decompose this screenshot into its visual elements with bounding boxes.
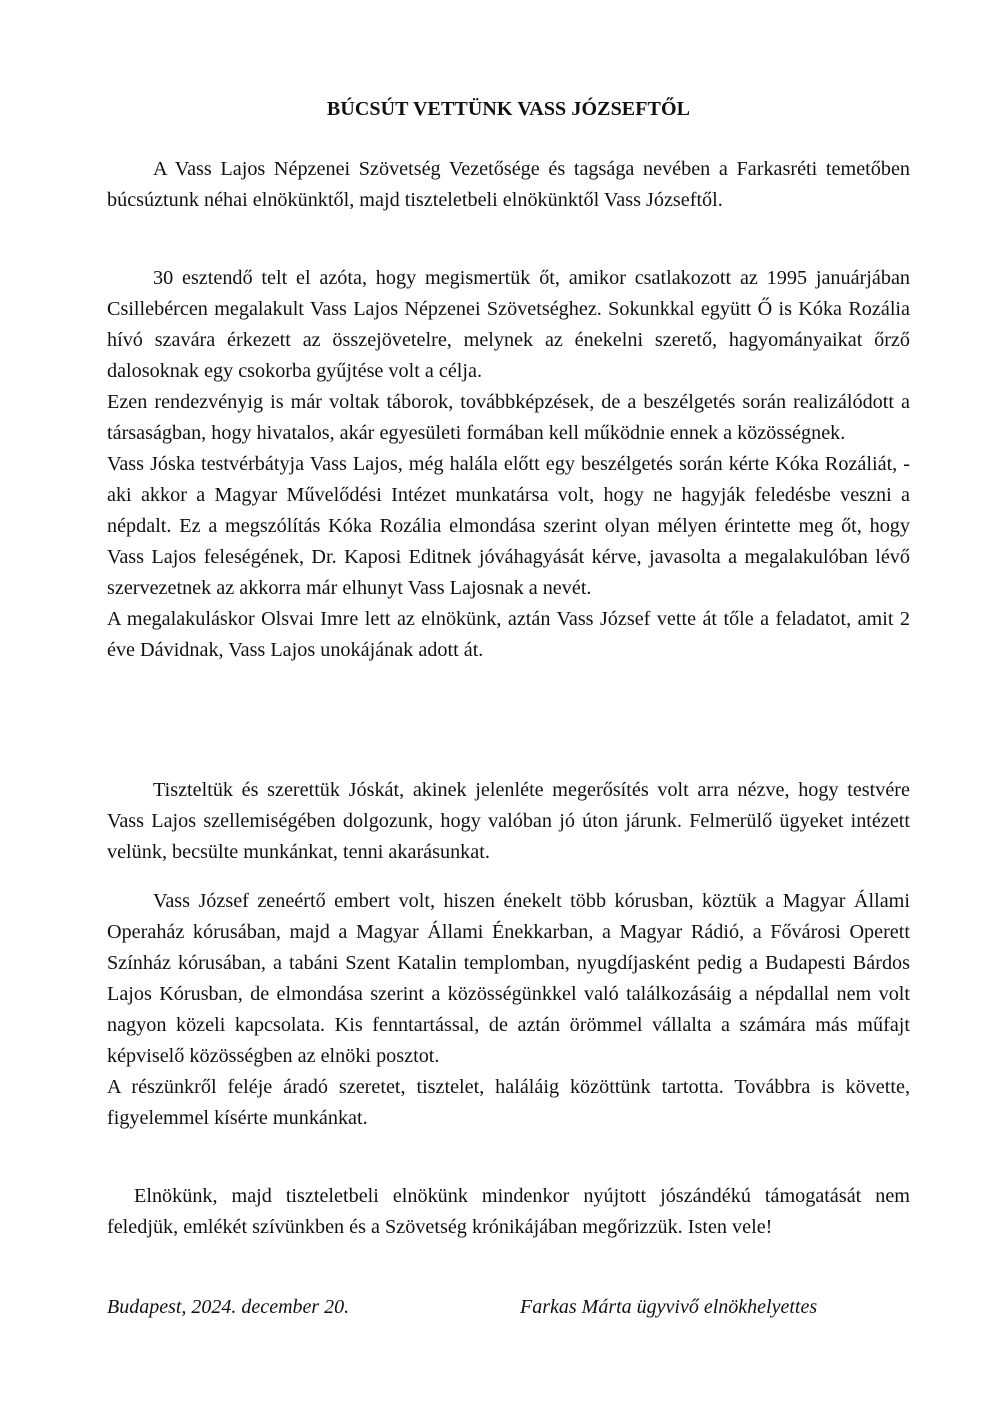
paragraph-block-3 <box>107 775 910 868</box>
paragraph-block-5 <box>107 1181 910 1243</box>
paragraph-choirs: Vass József zeneértő embert volt, hiszen énekelt több kórusban, köztük a Magyar Állami Operaház kórusában, majd a Magyar Állami Énekkarban, a Magyar Rádió, a Fővárosi Operett Színház kórusában, a tabáni Szent Katalin templomban, nyugdíjasként pedig a Budapesti Bárdos Lajos Kórusban, de elmondása szerint a közösségünkkel való találkozásáig a népdallal nem volt nagyon közeli kapcsolata. Kis fenntartással, de aztán örömmel vállalta a számára más műfajt képviselő közösségben az elnöki posztot. <box>107 890 910 1067</box>
paragraph-naming: Vass Jóska testvérbátyja Vass Lajos, még halála előtt egy beszélgetés során kérte Kóka Rozáliát, -aki akkor a Magyar Művelődési Intézet munkatársa volt, hogy ne hagyják feledésbe veszni a népdalt. Ez a megszólítás Kóka Rozália elmondása szerint olyan mélyen érintette meg őt, hogy Vass Lajos feleségének, Dr. Kaposi Editnek jóváhagyását kérve, javasolta a megalakulóban lévő szervezetnek az akkorra már elhunyt Vass Lajosnak a nevét. <box>107 453 910 599</box>
paragraph-block-1 <box>107 154 910 216</box>
place-date: Budapest, 2024. december 20. <box>107 1296 350 1318</box>
paragraph-affection: A részünkről feléje áradó szeretet, tisztelet, haláláig közöttünk tartotta. Továbbra is követte, figyelemmel kísérte munkánkat. <box>107 1076 910 1129</box>
signature: Farkas Márta ügyvivő elnökhelyettes <box>520 1296 818 1318</box>
paragraph-block-2 <box>107 263 910 666</box>
paragraph-respect: Tiszteltük és szerettük Jóskát, akinek jelenléte megerősítés volt arra nézve, hogy testvére Vass Lajos szellemiségében dolgozunk, hogy valóban jó úton járunk. Felmerülő ügyeket intézett velünk, becsülte munkánkat, tenni akarásunkat. <box>107 779 910 863</box>
document-title: BÚCSÚT VETTÜNK VASS JÓZSEFTŐL <box>326 98 691 120</box>
paragraph-events: Ezen rendezvényig is már voltak táborok, továbbképzések, de a beszélgetés során realizálódott a társaságban, hogy hivatalos, akár egyesületi formában kell működnie ennek a közösségnek. <box>107 391 910 444</box>
paragraph-presidents: A megalakuláskor Olsvai Imre lett az elnökünk, aztán Vass József vette át tőle a feladatot, amit 2 éve Dávidnak, Vass Lajos unokájának adott át. <box>107 608 910 661</box>
paragraph-farewell: Elnökünk, majd tiszteletbeli elnökünk mindenkor nyújtott jószándékú támogatását nem feledjük, emlékét szívünkben és a Szövetség krónikájában megőrizzük. Isten vele! <box>107 1185 910 1238</box>
paragraph-history: 30 esztendő telt el azóta, hogy megismertük őt, amikor csatlakozott az 1995 januárjában Csillebércen megalakult Vass Lajos Népzenei Szövetséghez. Sokunkkal együtt Ő is Kóka Rozália hívó szavára érkezett az összejövetelre, melynek az énekelni szerető, hagyományaikat őrző dalosoknak egy csokorba gyűjtése volt a célja. <box>107 267 910 382</box>
paragraph-intro: A Vass Lajos Népzenei Szövetség Vezetősége és tagsága nevében a Farkasréti temetőben búcsúztunk néhai elnökünktől, majd tiszteletbeli elnökünktől Vass Józseftől. <box>107 158 910 211</box>
paragraph-block-4 <box>107 886 910 1134</box>
